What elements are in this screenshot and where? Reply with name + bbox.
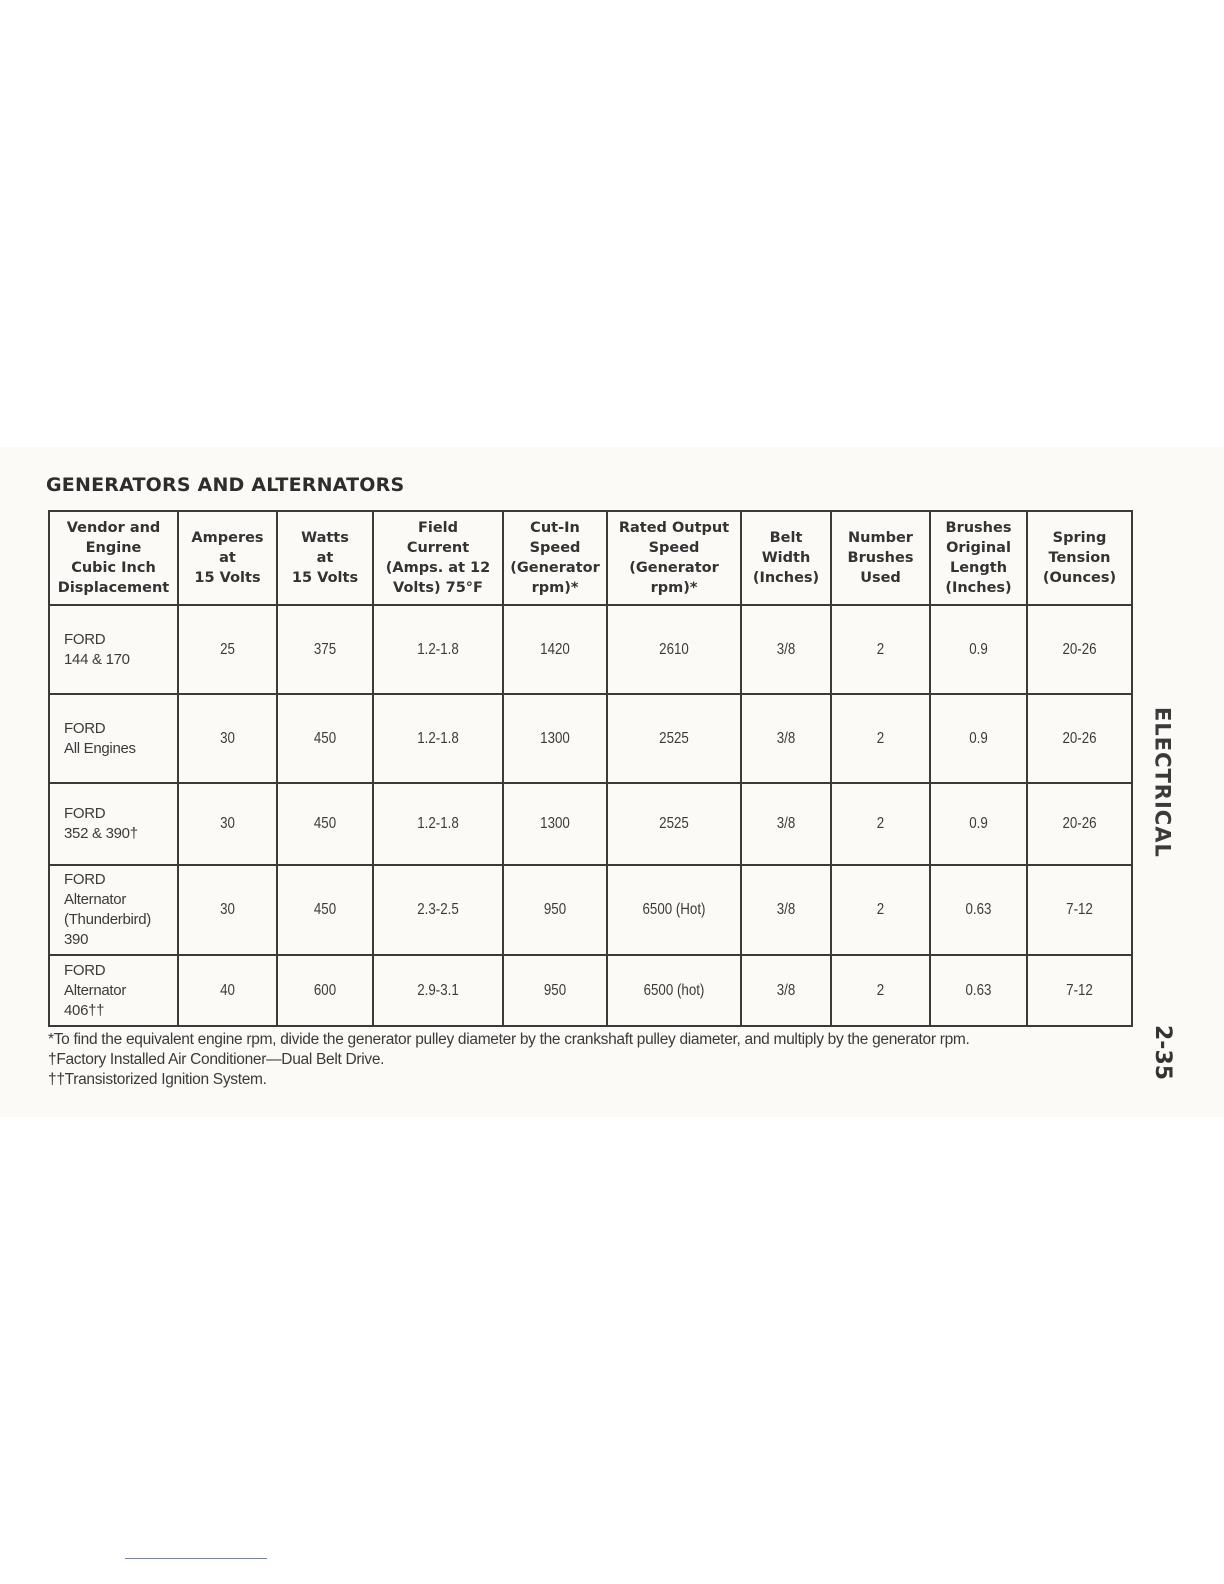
header-rated-output-speed: Rated Output Speed (Generator rpm)* <box>607 511 741 605</box>
section-label: ELECTRICAL <box>1150 707 1175 858</box>
header-spring-tension: Spring Tension (Ounces) <box>1027 511 1132 605</box>
cell-amperes: 30 <box>185 694 270 783</box>
cell-brush-length: 0.63 <box>937 955 1020 1026</box>
cell-cut-in-speed: 950 <box>510 955 599 1026</box>
cell-number-brushes: 2 <box>838 605 923 694</box>
header-watts: Watts at 15 Volts <box>277 511 373 605</box>
cell-amperes: 30 <box>185 783 270 865</box>
header-belt-width: Belt Width (Inches) <box>741 511 831 605</box>
cell-amperes: 40 <box>185 955 270 1026</box>
page-title: GENERATORS AND ALTERNATORS <box>46 474 405 496</box>
header-cut-in-speed: Cut-In Speed (Generator rpm)* <box>503 511 607 605</box>
cell-number-brushes: 2 <box>838 694 923 783</box>
table-header-row <box>49 511 1132 605</box>
cell-spring-tension: 7-12 <box>1034 865 1124 955</box>
cell-cut-in-speed: 950 <box>510 865 599 955</box>
footnote-double-dagger: ††Transistorized Ignition System. <box>48 1071 267 1088</box>
spec-table <box>48 510 1133 1027</box>
table-row <box>49 865 1132 955</box>
cell-spring-tension: 7-12 <box>1034 955 1124 1026</box>
cell-spring-tension: 20-26 <box>1034 783 1124 865</box>
cell-belt-width: 3/8 <box>747 783 824 865</box>
cell-number-brushes: 2 <box>838 783 923 865</box>
header-amperes: Amperes at 15 Volts <box>178 511 277 605</box>
cell-cut-in-speed: 1300 <box>510 694 599 783</box>
cell-watts: 600 <box>284 955 367 1026</box>
cell-field-current: 1.2-1.8 <box>382 605 494 694</box>
header-vendor: Vendor and Engine Cubic Inch Displacement <box>49 511 178 605</box>
cell-number-brushes: 2 <box>838 955 923 1026</box>
header-brush-length: Brushes Original Length (Inches) <box>930 511 1027 605</box>
cell-vendor: FORD Alternator 406†† <box>49 955 178 1026</box>
cell-amperes: 30 <box>185 865 270 955</box>
cell-brush-length: 0.9 <box>937 605 1020 694</box>
cell-belt-width: 3/8 <box>747 955 824 1026</box>
cell-field-current: 2.9-3.1 <box>382 955 494 1026</box>
header-field-current: Field Current (Amps. at 12 Volts) 75°F <box>373 511 503 605</box>
cell-watts: 450 <box>284 865 367 955</box>
cell-field-current: 1.2-1.8 <box>382 694 494 783</box>
cell-belt-width: 3/8 <box>747 865 824 955</box>
cell-vendor: FORD 144 & 170 <box>49 605 178 694</box>
cell-vendor: FORD 352 & 390† <box>49 783 178 865</box>
cell-belt-width: 3/8 <box>747 694 824 783</box>
cell-vendor: FORD Alternator (Thunderbird) 390 <box>49 865 178 955</box>
cell-rated-output-speed: 2525 <box>616 694 731 783</box>
cell-rated-output-speed: 2610 <box>616 605 731 694</box>
table-row <box>49 694 1132 783</box>
cell-spring-tension: 20-26 <box>1034 694 1124 783</box>
cell-cut-in-speed: 1420 <box>510 605 599 694</box>
cell-amperes: 25 <box>185 605 270 694</box>
cell-watts: 375 <box>284 605 367 694</box>
footnotes <box>48 1030 1128 1090</box>
cell-field-current: 1.2-1.8 <box>382 783 494 865</box>
table-row <box>49 605 1132 694</box>
cell-brush-length: 0.9 <box>937 694 1020 783</box>
cell-field-current: 2.3-2.5 <box>382 865 494 955</box>
table-row <box>49 955 1132 1026</box>
cell-watts: 450 <box>284 783 367 865</box>
table-row <box>49 783 1132 865</box>
header-number-brushes: Number Brushes Used <box>831 511 930 605</box>
cell-rated-output-speed: 2525 <box>616 783 731 865</box>
cell-watts: 450 <box>284 694 367 783</box>
cell-spring-tension: 20-26 <box>1034 605 1124 694</box>
cell-rated-output-speed: 6500 (hot) <box>616 955 731 1026</box>
footnote-rpm: *To find the equivalent engine rpm, divide the generator pulley diameter by the crankshaft pulley diameter, and multiply by the generator rpm. <box>48 1031 970 1048</box>
cell-belt-width: 3/8 <box>747 605 824 694</box>
divider <box>125 1558 267 1559</box>
cell-rated-output-speed: 6500 (Hot) <box>616 865 731 955</box>
cell-number-brushes: 2 <box>838 865 923 955</box>
cell-cut-in-speed: 1300 <box>510 783 599 865</box>
cell-brush-length: 0.63 <box>937 865 1020 955</box>
cell-vendor: FORD All Engines <box>49 694 178 783</box>
cell-brush-length: 0.9 <box>937 783 1020 865</box>
page-number: 2-35 <box>1150 1025 1175 1081</box>
footnote-dagger: †Factory Installed Air Conditioner—Dual Belt Drive. <box>48 1051 385 1068</box>
